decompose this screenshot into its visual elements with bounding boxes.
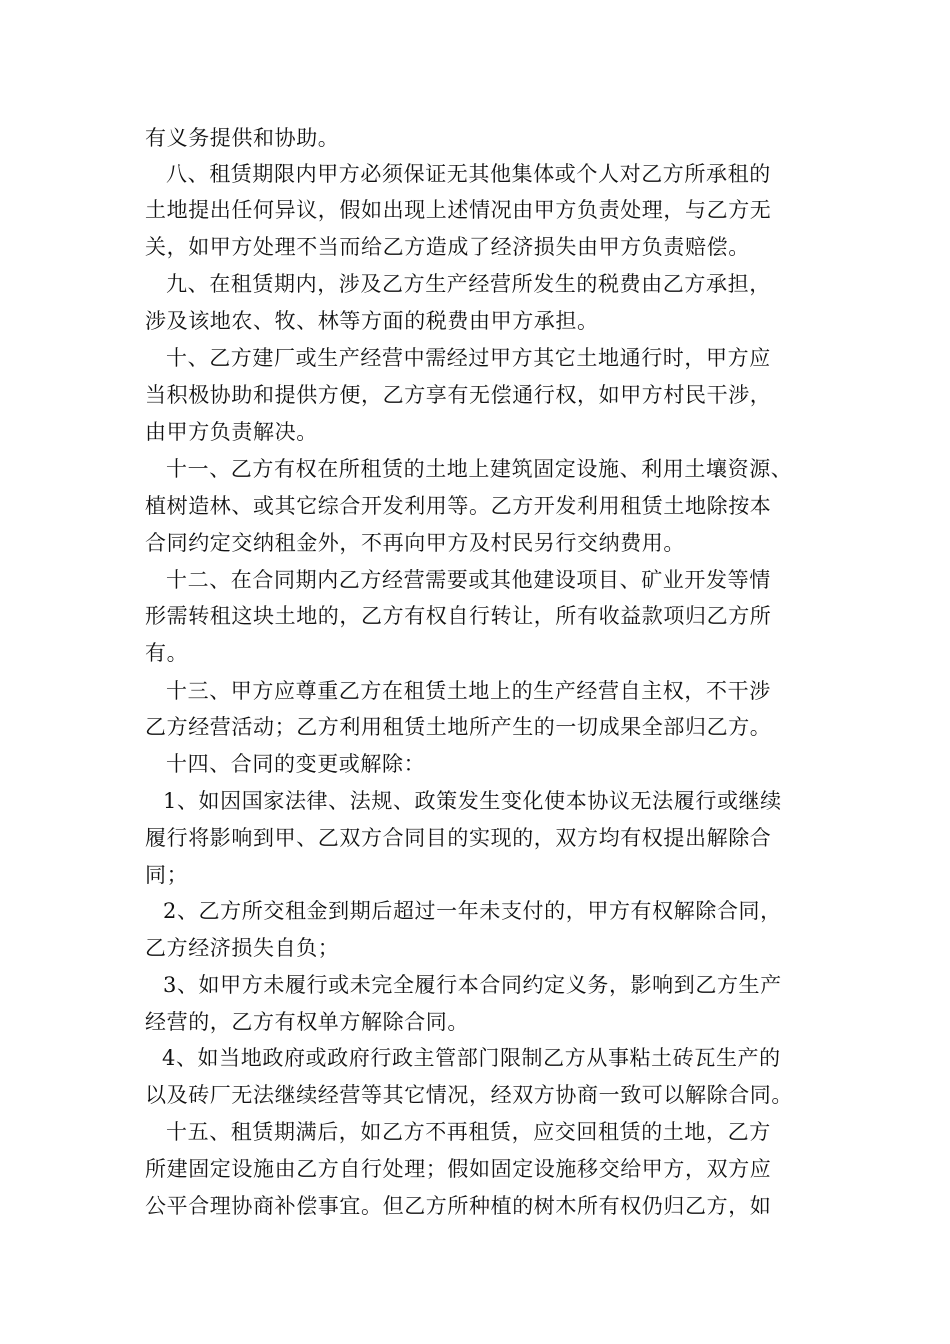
text-line: 有义务提供和协助。 bbox=[145, 126, 340, 150]
clause-1-start: 1、如因国家法律、法规、政策发生变化使本协议无法履行或继续 bbox=[163, 789, 782, 813]
paragraph-9-start: 九、在租赁期内，涉及乙方生产经营所发生的税费由乙方承担， bbox=[166, 272, 771, 296]
text-line: 乙方经营活动；乙方利用租赁土地所产生的一切成果全部归乙方。 bbox=[145, 715, 772, 739]
text-line: 有。 bbox=[145, 641, 189, 665]
clause-2-start: 2、乙方所交租金到期后超过一年未支付的，甲方有权解除合同， bbox=[163, 899, 782, 923]
paragraph-8-start: 八、租赁期限内甲方必须保证无其他集体或个人对乙方所承租的 bbox=[166, 162, 771, 186]
text-line: 植树造林、或其它综合开发利用等。乙方开发利用租赁土地除按本 bbox=[145, 494, 772, 518]
paragraph-13-start: 十三、甲方应尊重乙方在租赁土地上的生产经营自主权，不干涉 bbox=[166, 679, 771, 703]
text-line: 土地提出任何异议，假如出现上述情况由甲方负责处理，与乙方无 bbox=[145, 198, 772, 222]
clause-3-start: 3、如甲方未履行或未完全履行本合同约定义务，影响到乙方生产 bbox=[163, 973, 782, 997]
text-line: 当积极协助和提供方便，乙方享有无偿通行权，如甲方村民干涉， bbox=[145, 383, 772, 407]
text-line: 乙方经济损失自负； bbox=[145, 936, 340, 960]
text-line: 所建固定设施由乙方自行处理；假如固定设施移交给甲方，双方应 bbox=[145, 1157, 772, 1181]
text-line: 涉及该地农、牧、林等方面的税费由甲方承担。 bbox=[145, 309, 599, 333]
text-line: 以及砖厂无法继续经营等其它情况，经双方协商一致可以解除合同。 bbox=[145, 1083, 793, 1107]
paragraph-11-start: 十一、乙方有权在所租赁的土地上建筑固定设施、利用土壤资源、 bbox=[166, 457, 793, 481]
text-line: 合同约定交纳租金外，不再向甲方及村民另行交纳费用。 bbox=[145, 531, 685, 555]
text-line: 关，如甲方处理不当而给乙方造成了经济损失由甲方负责赔偿。 bbox=[145, 235, 750, 259]
paragraph-14-heading: 十四、合同的变更或解除： bbox=[166, 752, 426, 776]
text-line: 经营的，乙方有权单方解除合同。 bbox=[145, 1010, 469, 1034]
paragraph-10-start: 十、乙方建厂或生产经营中需经过甲方其它土地通行时，甲方应 bbox=[166, 346, 771, 370]
text-line: 同； bbox=[145, 863, 189, 887]
text-line: 形需转租这块土地的，乙方有权自行转让，所有收益款项归乙方所 bbox=[145, 604, 772, 628]
text-line: 公平合理协商补偿事宜。但乙方所种植的树木所有权仍归乙方，如 bbox=[145, 1194, 772, 1218]
text-line: 由甲方负责解决。 bbox=[145, 420, 318, 444]
paragraph-12-start: 十二、在合同期内乙方经营需要或其他建设项目、矿业开发等情 bbox=[166, 568, 771, 592]
paragraph-15-start: 十五、租赁期满后，如乙方不再租赁，应交回租赁的土地，乙方 bbox=[166, 1120, 771, 1144]
clause-4-start: 4、如当地政府或政府行政主管部门限制乙方从事粘土砖瓦生产的 bbox=[162, 1046, 781, 1070]
text-line: 履行将影响到甲、乙双方合同目的实现的，双方均有权提出解除合 bbox=[145, 826, 772, 850]
